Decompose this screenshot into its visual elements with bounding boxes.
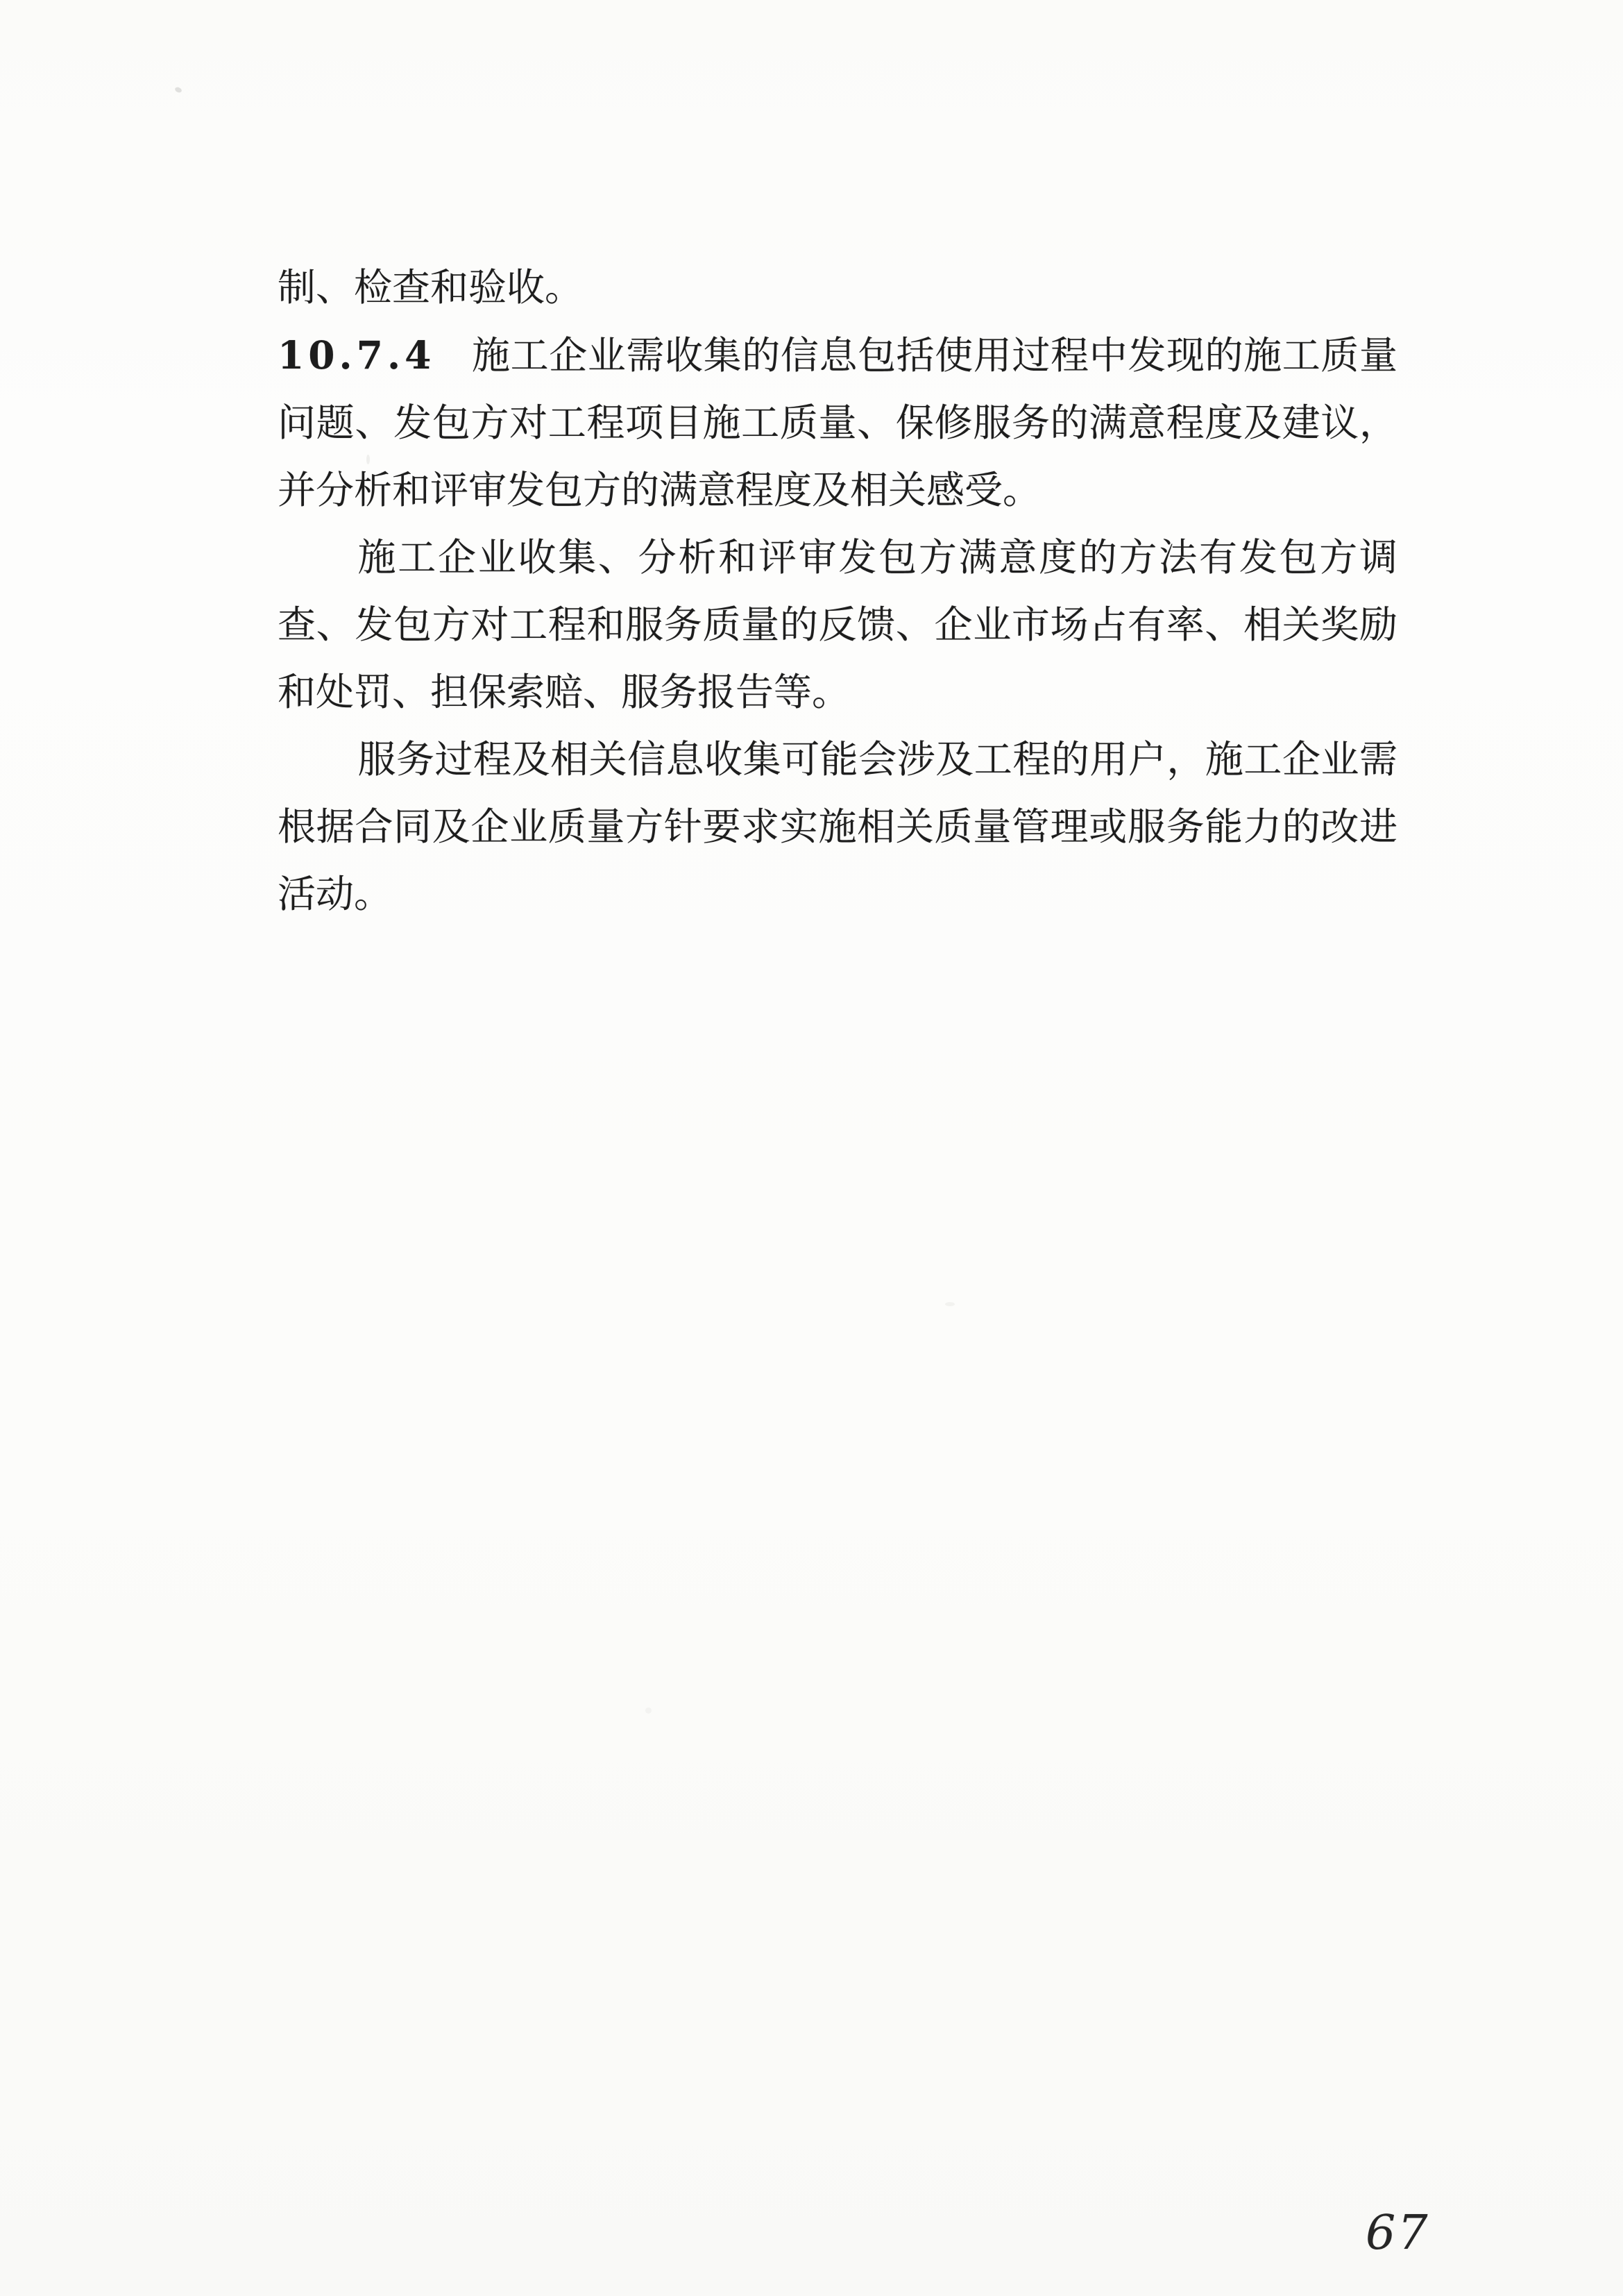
page-number: 67 bbox=[1366, 2206, 1430, 2261]
paragraph-service-process: 服务过程及相关信息收集可能会涉及工程的用户，施工企业需根据合同及企业质量方针要求实施相关质量管理或服务能力的改进活动。 bbox=[278, 737, 1397, 916]
clause-10-7-4 bbox=[278, 321, 1397, 524]
scan-artifact bbox=[174, 86, 182, 94]
scan-artifact bbox=[366, 455, 370, 464]
paragraph-continuation: 制、检查和验收。 bbox=[278, 265, 584, 310]
scan-artifact bbox=[945, 1302, 955, 1306]
body-text bbox=[278, 254, 1397, 928]
clause-text: 施工企业需收集的信息包括使用过程中发现的施工质量问题、发包方对工程项目施工质量、保修服务的满意程度及建议，并分析和评审发包方的满意程度及相关感受。 bbox=[278, 333, 1397, 512]
paragraph-satisfaction-methods: 施工企业收集、分析和评审发包方满意度的方法有发包方调查、发包方对工程和服务质量的反馈、企业市场占有率、相关奖励和处罚、担保索赔、服务报告等。 bbox=[278, 535, 1397, 714]
scan-artifact bbox=[645, 1707, 652, 1714]
clause-number: 10.7.4 bbox=[278, 332, 436, 378]
